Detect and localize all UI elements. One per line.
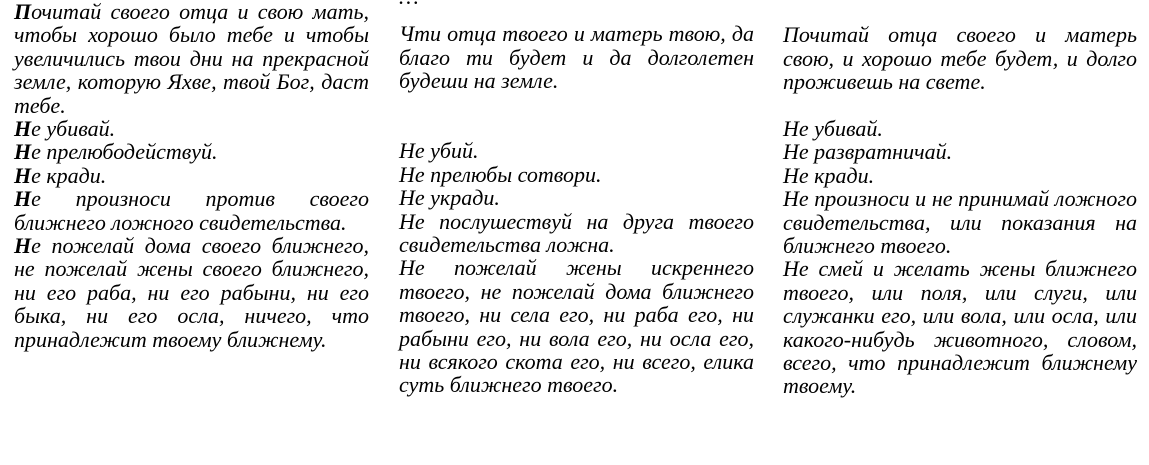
drop-letter: Н (14, 233, 32, 259)
paragraph-text: е прелюбодействуй. (31, 139, 218, 165)
paragraph-do-not-commit-adultery: Не развратничай. (783, 139, 953, 165)
paragraph-no-false-witness (14, 187, 369, 234)
column-modern-translation (14, 0, 369, 351)
column-church-slavonic (399, 0, 754, 397)
paragraph-text: е произноси против своего ближнего ложного свидетельства. (14, 186, 369, 235)
cropped-top-line (399, 0, 754, 8)
paragraph-text: е кради. (31, 162, 107, 188)
drop-letter: Н (14, 186, 32, 212)
paragraph-do-not-commit-adultery: Не прелюбы сотвори. (399, 161, 602, 187)
drop-letter: Н (14, 116, 32, 142)
paragraph-honor-parents: Почитай отца своего и матерь свою, и хорошо тебе будет, и долго проживешь на свете. (783, 22, 1137, 95)
paragraph-text: е убивай. (31, 116, 116, 142)
paragraph-do-not-covet: Не смей и желать жены ближнего твоего, или поля, или слуги, или служанки его, или вола, или осла, или какого-нибудь животного, словом, всего, что принадлежит ближнему твоему. (783, 256, 1137, 399)
paragraph-do-not-covet (14, 234, 369, 351)
paragraph-do-not-kill: Не убий. (399, 138, 479, 164)
paragraph-do-not-kill: Не убивай. (783, 116, 883, 141)
paragraph-text: е пожелай дома своего ближнего, не пожелай жены своего ближнего, ни его раба, ни его рабыни, ни его быка, ни его осла, ничего, что принадлежит твоему ближнему. (14, 233, 369, 352)
paragraph-honor-parents: Чти отца твоего и матерь твою, да благо ти будет и да долголетен будеши на земле. (399, 21, 754, 94)
paragraph-text: очитай своего отца и свою мать, чтобы хорошо было тебе и чтобы увеличились твои дни на прекрасной земле, которую Яхве, твой Бог, даст тебе. (14, 0, 369, 118)
column-russian-translation (783, 0, 1137, 398)
drop-letter: Н (14, 162, 32, 188)
paragraph-do-not-covet: Не пожелай жены искреннего твоего, не пожелай дома ближнего твоего, ни села его, ни раба его, ни рабыни его, ни вола его, ни осла его, ни всякого скота его, ни всего, елика суть ближнего твоего. (399, 255, 754, 398)
drop-letter: П (14, 0, 32, 24)
paragraph-do-not-commit-adultery (14, 140, 369, 163)
drop-letter: Н (14, 139, 32, 165)
paragraph-do-not-steal (14, 164, 369, 187)
paragraph-no-false-witness: Не произноси и не принимай ложного свидетельства, или показания на ближнего твоего. (783, 186, 1137, 259)
paragraph-no-false-witness: Не послушествуй на друга твоего свидетельства ложна. (399, 208, 754, 258)
paragraph-do-not-steal: Не укради. (399, 185, 500, 211)
paragraph-honor-parents (14, 0, 369, 117)
paragraph-do-not-steal: Не кради. (783, 162, 875, 188)
paragraph-do-not-kill (14, 117, 369, 140)
